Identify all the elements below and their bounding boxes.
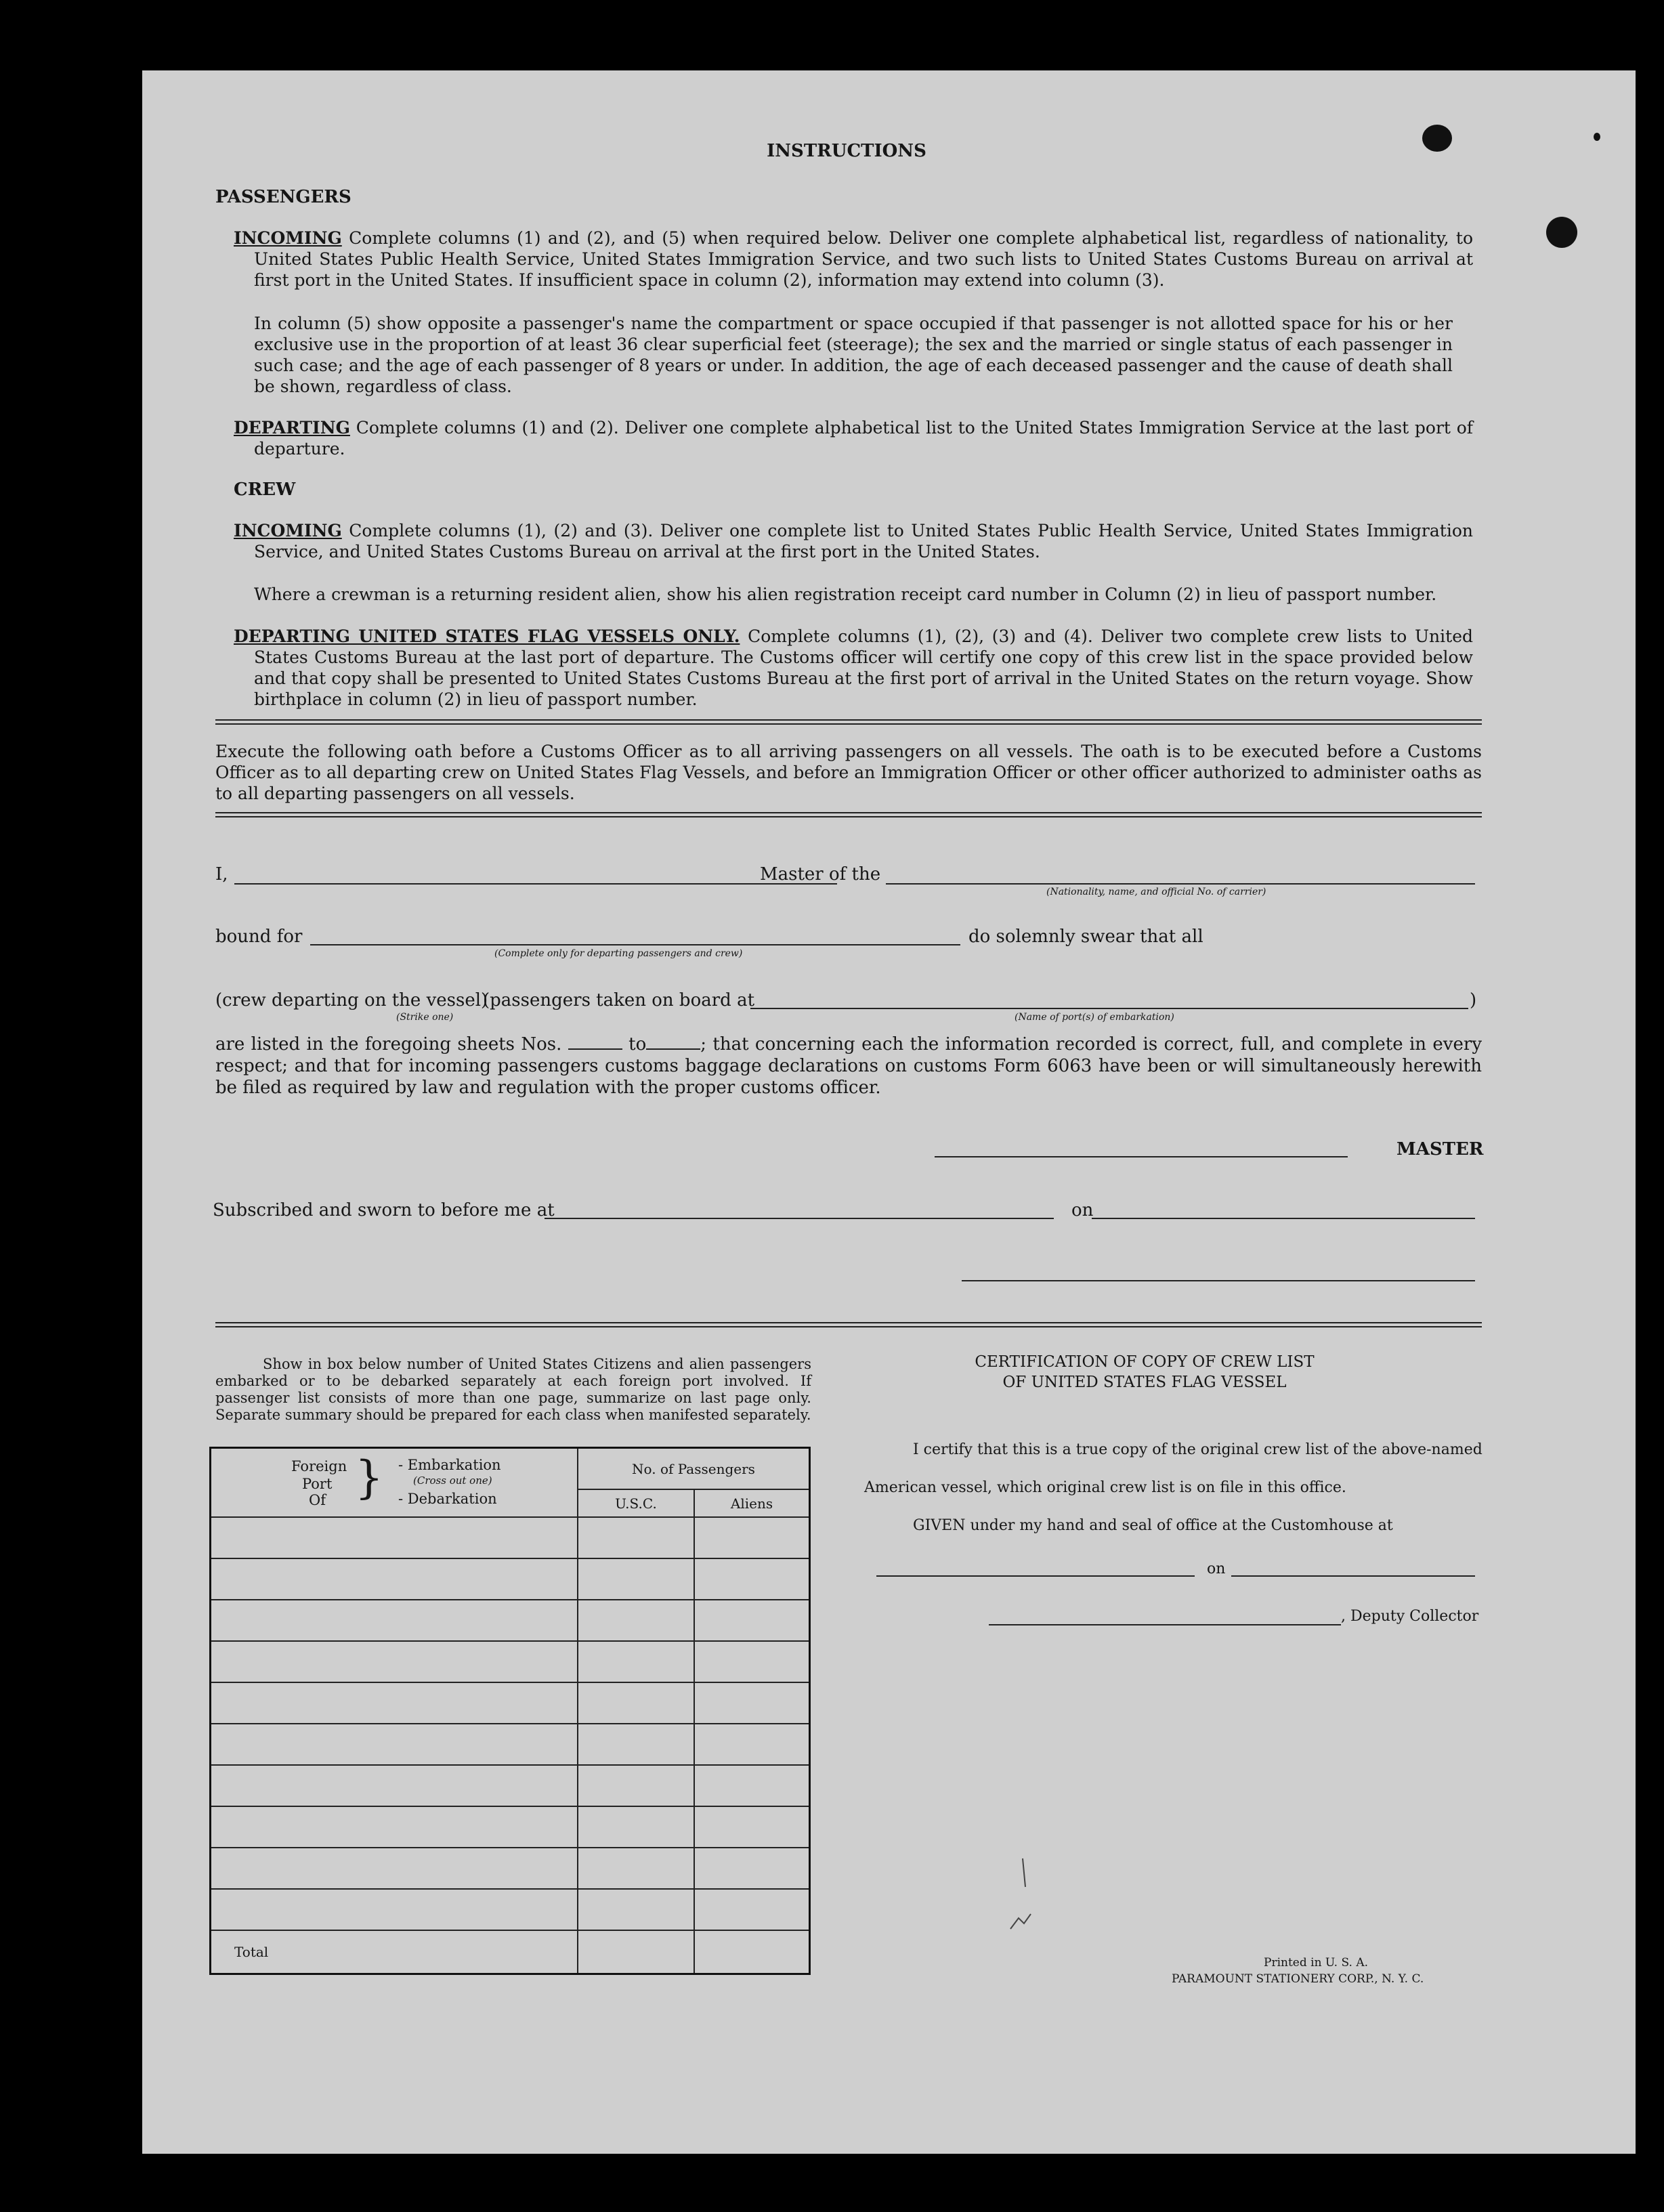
printer-line-2: PARAMOUNT STATIONERY CORP., N. Y. C. <box>1172 1972 1424 1986</box>
passengers-departing-paragraph <box>234 417 1473 459</box>
aliens-cell[interactable] <box>694 1806 810 1848</box>
section-divider <box>215 812 1482 817</box>
crew-incoming-label: INCOMING <box>234 521 342 540</box>
usc-cell[interactable] <box>578 1765 694 1806</box>
passengers-incoming-text: Complete columns (1) and (2), and (5) when required below. Deliver one complete alphabetical list, regardless of nationality, to United States Public Health Service, United States Immigration Service, and two such lists to United States Customs Bureau on arrival at first port in the United States. If insufficient space in column (2), information may extend into column (3). <box>254 228 1473 290</box>
port-cell[interactable] <box>211 1765 578 1806</box>
crew-incoming-paragraph <box>234 520 1473 562</box>
form-sheet <box>142 70 1636 2154</box>
ink-blot <box>1546 217 1577 248</box>
listed-text-a: are listed in the foregoing sheets Nos. <box>215 1034 562 1055</box>
aliens-cell[interactable] <box>694 1558 810 1600</box>
pencil-mark <box>996 1853 1050 1934</box>
deputy-collector-signature[interactable] <box>989 1624 1341 1625</box>
total-label: Total <box>211 1930 578 1974</box>
passengers-departing-text: Complete columns (1) and (2). Deliver one complete alphabetical list to the United States Immigration Service at the last port of departure. <box>254 418 1473 459</box>
column5-paragraph: In column (5) show opposite a passenger's name the compartment or space occupied if that passenger is not allotted space for his or her exclusive use in the proportion of at least 36 clear superficial feet (steerage); the sex and the married or single status of each passenger in such case; and the age of each passenger of 8 years or under. In addition, the age of each deceased passenger and the cause of death shall be shown, regardless of class. <box>254 314 1453 396</box>
close-paren: ) <box>1470 990 1477 1011</box>
sheet-to-field[interactable] <box>646 1048 700 1050</box>
port-header-cell <box>211 1448 578 1518</box>
customhouse-field[interactable] <box>876 1575 1195 1577</box>
aliens-cell[interactable] <box>694 1641 810 1682</box>
sworn-date-field[interactable] <box>1092 1218 1475 1219</box>
complete-only-note: (Complete only for departing passengers and crew) <box>494 948 743 959</box>
listed-to-label: to <box>628 1034 647 1055</box>
bound-for-label: bound for <box>215 927 303 947</box>
embarkation-label: - Embarkation <box>398 1457 501 1473</box>
aliens-cell[interactable] <box>694 1600 810 1641</box>
usc-cell[interactable] <box>578 1600 694 1641</box>
port-cell[interactable] <box>211 1848 578 1889</box>
usc-cell[interactable] <box>578 1558 694 1600</box>
port-cell[interactable] <box>211 1641 578 1682</box>
usc-cell[interactable] <box>578 1682 694 1724</box>
aliens-header: Aliens <box>694 1489 810 1517</box>
aliens-cell[interactable] <box>694 1848 810 1889</box>
usc-cell[interactable] <box>578 1517 694 1558</box>
strike-one-note: (Strike one) <box>396 1012 454 1023</box>
ports-note: (Name of port(s) of embarkation) <box>1015 1012 1174 1023</box>
sheet-from-field[interactable] <box>568 1048 622 1050</box>
crew-departing-paragraph <box>234 626 1473 710</box>
resident-alien-paragraph: Where a crewman is a returning resident alien, show his alien registration receipt card number in Column (2) in lieu of passport number. <box>254 584 1437 604</box>
section-divider <box>215 1322 1482 1327</box>
usc-cell[interactable] <box>578 1806 694 1848</box>
certification-on-label: on <box>1207 1560 1226 1577</box>
passengers-heading: PASSENGERS <box>215 187 351 207</box>
carrier-field[interactable] <box>886 883 1475 885</box>
port-label: Port <box>302 1476 333 1492</box>
bound-for-field[interactable] <box>310 944 960 945</box>
listed-text-b: ; that concerning each the information recorded is correct, full, and complete in every respect; and that for incoming passengers customs baggage declarations on customs Form 6063 have been or will simultaneously herewith be filed as required by law and regulation with the proper customs officer. <box>215 1034 1482 1098</box>
crew-departing-label: DEPARTING UNITED STATES FLAG VESSELS ONLY. <box>234 626 740 646</box>
instructions-title: INSTRUCTIONS <box>767 141 926 161</box>
ink-blot <box>1594 133 1600 141</box>
brace-glyph: } <box>355 1451 383 1504</box>
passengers-incoming-paragraph <box>234 228 1473 291</box>
master-of-the-label: Master of the <box>760 864 881 885</box>
master-signature-field[interactable] <box>935 1156 1348 1157</box>
oath-i-label: I, <box>215 864 228 885</box>
crew-departing-text: Complete columns (1), (2), (3) and (4). Deliver two complete crew lists to United States Customs Bureau at the last port of departure. The Customs officer will certify one copy of this crew list in the space provided below and that copy shall be presented to United States Customs Bureau at the first port of arrival in the United States on the return voyage. Show birthplace in column (2) in lieu of passport number. <box>254 626 1473 709</box>
usc-cell[interactable] <box>578 1641 694 1682</box>
passenger-summary-table <box>209 1447 811 1975</box>
of-label: Of <box>309 1492 326 1508</box>
port-cell[interactable] <box>211 1558 578 1600</box>
aliens-cell[interactable] <box>694 1889 810 1930</box>
usc-header: U.S.C. <box>578 1489 694 1517</box>
printer-line-1: Printed in U. S. A. <box>1264 1956 1369 1970</box>
passengers-incoming-label: INCOMING <box>234 228 342 248</box>
oath-intro: Execute the following oath before a Customs Officer as to all arriving passengers on all vessels. The oath is to be executed before a Customs Officer as to all departing crew on United States Flag Vessels, and before an Immigration Officer or other officer authorized to administer oaths as to all departing passengers on all vessels. <box>215 742 1482 803</box>
usc-cell[interactable] <box>578 1848 694 1889</box>
certification-title-2: OF UNITED STATES FLAG VESSEL <box>1002 1374 1287 1391</box>
port-cell[interactable] <box>211 1600 578 1641</box>
sworn-on-label: on <box>1071 1200 1094 1220</box>
usc-cell[interactable] <box>578 1724 694 1765</box>
usc-cell[interactable] <box>578 1889 694 1930</box>
certification-line-3: GIVEN under my hand and seal of office at the Customhouse at <box>913 1517 1393 1534</box>
port-cell[interactable] <box>211 1724 578 1765</box>
port-cell[interactable] <box>211 1889 578 1930</box>
solemnly-swear-label: do solemnly swear that all <box>968 927 1203 947</box>
cross-out-note: (Cross out one) <box>413 1474 492 1487</box>
certification-line-1: I certify that this is a true copy of the original crew list of the above-named <box>913 1441 1482 1458</box>
aliens-cell[interactable] <box>694 1517 810 1558</box>
crew-departing-option: (crew departing on the vessel) <box>215 990 488 1011</box>
crew-incoming-text: Complete columns (1), (2) and (3). Deliver one complete list to United States Public Health Service, United States Immigration Service, and United States Customs Bureau on arrival at the first port in the United States. <box>254 521 1473 561</box>
sworn-place-field[interactable] <box>545 1218 1054 1219</box>
subscribed-label: Subscribed and sworn to before me at <box>213 1200 555 1220</box>
aliens-cell[interactable] <box>694 1682 810 1724</box>
master-name-field[interactable] <box>234 883 837 885</box>
passengers-taken-option: (passengers taken on board at <box>483 990 755 1011</box>
usc-total-cell[interactable] <box>578 1930 694 1974</box>
crew-heading: CREW <box>234 480 296 500</box>
aliens-cell[interactable] <box>694 1724 810 1765</box>
port-cell[interactable] <box>211 1517 578 1558</box>
section-divider <box>215 719 1482 725</box>
master-label: MASTER <box>1396 1139 1484 1160</box>
aliens-cell[interactable] <box>694 1765 810 1806</box>
certification-date-field[interactable] <box>1231 1575 1475 1577</box>
foreign-label: Foreign <box>291 1458 347 1474</box>
embarkation-port-field[interactable] <box>750 1008 1468 1009</box>
officer-signature-field[interactable] <box>962 1280 1475 1281</box>
deputy-collector-label: , Deputy Collector <box>1341 1608 1479 1625</box>
port-cell[interactable] <box>211 1682 578 1724</box>
certification-line-2: American vessel, which original crew list is on file in this office. <box>864 1479 1346 1496</box>
aliens-total-cell[interactable] <box>694 1930 810 1974</box>
port-cell[interactable] <box>211 1806 578 1848</box>
summary-instructions: Show in box below number of United States Citizens and alien passengers embarked or to be debarked separately at each foreign port involved. If passenger list consists of more than one page, summarize on last page only. Separate summary should be prepared for each class when manifested separately. <box>215 1356 811 1423</box>
passengers-departing-label: DEPARTING <box>234 418 350 438</box>
no-passengers-header: No. of Passengers <box>578 1448 810 1490</box>
certification-title-1: CERTIFICATION OF COPY OF CREW LIST <box>975 1353 1315 1371</box>
debarkation-label: - Debarkation <box>398 1491 497 1507</box>
nationality-note: (Nationality, name, and official No. of carrier) <box>1046 887 1266 897</box>
listed-paragraph <box>215 1034 1482 1099</box>
